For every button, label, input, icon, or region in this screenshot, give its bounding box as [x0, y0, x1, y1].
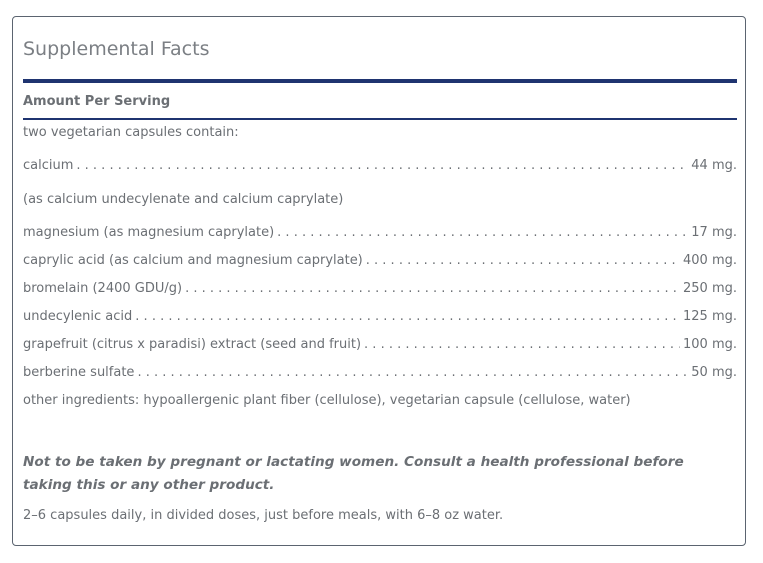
dot-leader [76, 157, 688, 175]
dot-leader [277, 224, 688, 242]
calcium-note: (as calcium undecylenate and calcium caprylate) [23, 192, 344, 207]
dot-leader [137, 364, 688, 382]
panel-title: Supplemental Facts [23, 38, 210, 60]
ingredient-row-calcium [23, 157, 737, 175]
ingredient-row [23, 336, 737, 354]
dot-leader [364, 336, 680, 354]
dot-leader [135, 308, 680, 326]
dot-leader [366, 252, 680, 270]
ingredient-amount: 17 mg. [691, 225, 737, 240]
supplement-facts-panel [12, 16, 746, 546]
ingredient-amount: 44 mg. [691, 158, 737, 173]
ingredient-name: undecylenic acid [23, 309, 133, 324]
ingredient-amount: 250 mg. [683, 281, 737, 296]
dot-leader [185, 280, 680, 298]
ingredient-amount: 125 mg. [683, 309, 737, 324]
thin-divider [23, 118, 737, 120]
ingredient-row [23, 280, 737, 298]
ingredient-row [23, 364, 737, 382]
directions-text: 2–6 capsules daily, in divided doses, just before meals, with 6–8 oz water. [23, 508, 504, 523]
thick-divider [23, 79, 737, 83]
warning-text: Not to be taken by pregnant or lactating women. Consult a health professional before taking this or any other product. [23, 454, 684, 493]
ingredient-name: bromelain (2400 GDU/g) [23, 281, 183, 296]
ingredient-amount: 50 mg. [691, 365, 737, 380]
ingredient-amount: 100 mg. [683, 337, 737, 352]
ingredient-name: grapefruit (citrus x paradisi) extract (seed and fruit) [23, 337, 362, 352]
ingredient-row [23, 252, 737, 270]
other-ingredients: other ingredients: hypoallergenic plant fiber (cellulose), vegetarian capsule (cellulose, water) [23, 393, 631, 408]
ingredient-name: caprylic acid (as calcium and magnesium caprylate) [23, 253, 363, 268]
ingredient-row [23, 308, 737, 326]
ingredient-row [23, 224, 737, 242]
ingredient-name: magnesium (as magnesium caprylate) [23, 225, 275, 240]
ingredient-amount: 400 mg. [683, 253, 737, 268]
amount-per-serving-header: Amount Per Serving [23, 94, 171, 109]
ingredient-name: calcium [23, 158, 74, 173]
serving-text: two vegetarian capsules contain: [23, 125, 239, 140]
ingredient-name: berberine sulfate [23, 365, 135, 380]
